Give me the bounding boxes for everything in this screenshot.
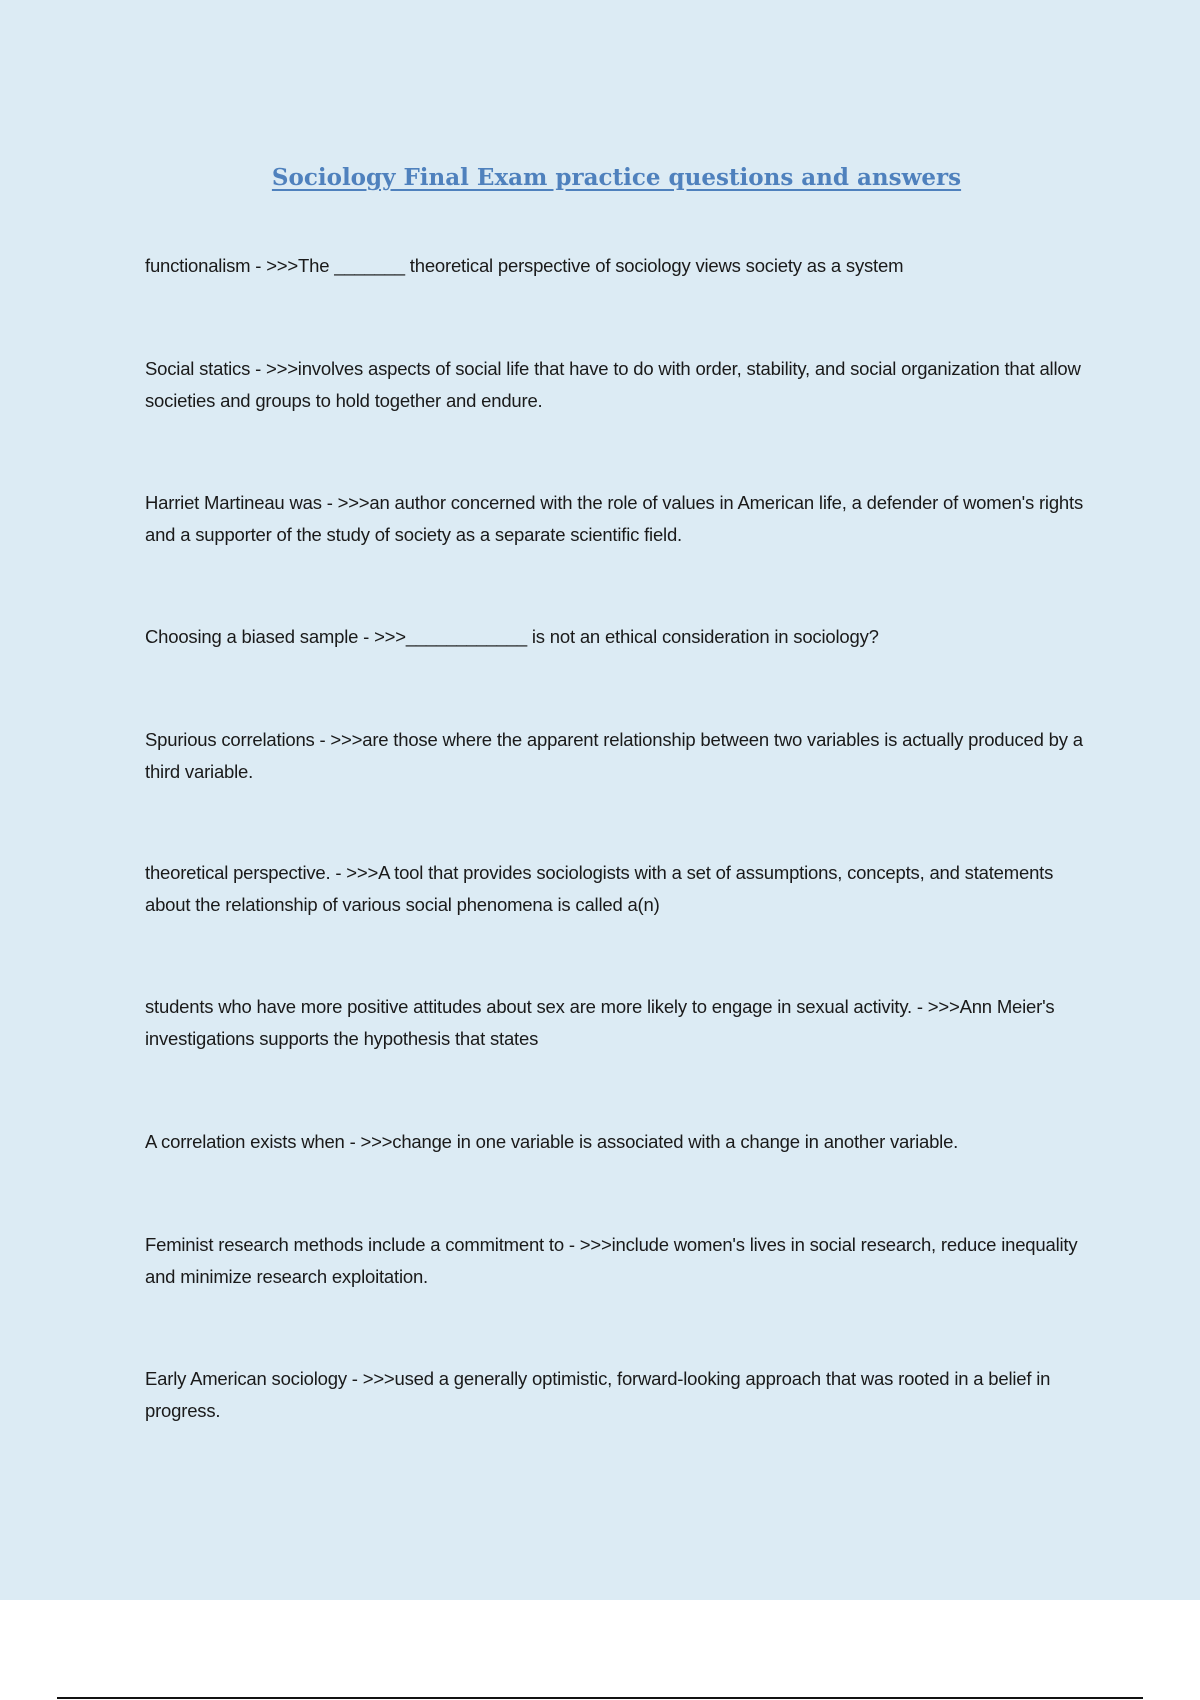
- qa-item-feminist-research: Feminist research methods include a commitment to - >>>include women's lives in social research, reduce inequality and minimize research exploitation.: [145, 1234, 1078, 1287]
- qa-item-social-statics: Social statics - >>>involves aspects of social life that have to do with order, stability, and social organization that allow societies and groups to hold together and endure.: [145, 358, 1081, 411]
- qa-item-theoretical-perspective: theoretical perspective. - >>>A tool that provides sociologists with a set of assumptions, concepts, and statements about the relationship of various social phenomena is called a(n): [145, 862, 1054, 915]
- qa-item-biased-sample: Choosing a biased sample - >>>____________ is not an ethical consideration in sociology?: [145, 626, 879, 647]
- document-title: Sociology Final Exam practice questions and answers: [271, 164, 962, 191]
- footer-divider: [57, 1697, 1143, 1699]
- qa-item-early-american-sociology: Early American sociology - >>>used a generally optimistic, forward-looking approach that was rooted in a belief in progress.: [145, 1368, 1051, 1421]
- qa-item-functionalism: functionalism - >>>The _______ theoretical perspective of sociology views society as a system: [145, 255, 904, 276]
- qa-item-correlation: A correlation exists when - >>>change in one variable is associated with a change in another variable.: [145, 1131, 959, 1152]
- qa-item-harriet-martineau: Harriet Martineau was - >>>an author concerned with the role of values in American life, a defender of women's rights and a supporter of the study of society as a separate scientific field.: [145, 492, 1084, 545]
- qa-item-spurious-correlations: Spurious correlations - >>>are those where the apparent relationship between two variables is actually produced by a third variable.: [145, 729, 1083, 782]
- qa-item-ann-meier: students who have more positive attitudes about sex are more likely to engage in sexual activity. - >>>Ann Meier's investigations supports the hypothesis that states: [145, 996, 1055, 1049]
